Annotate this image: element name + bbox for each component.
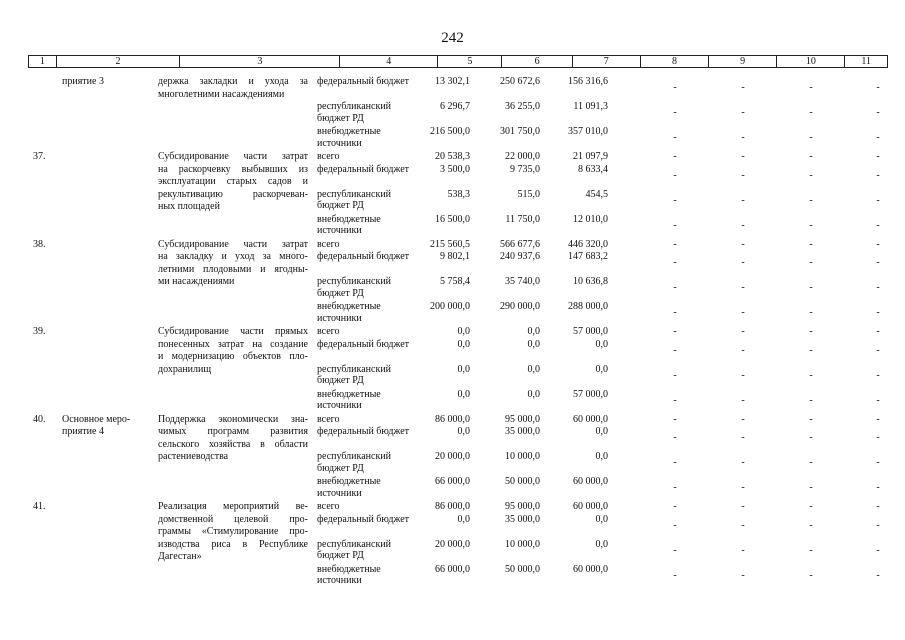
measure-description-line: эксплуатации старых садов и — [158, 176, 308, 187]
value-col-7: 57 000,0 — [573, 388, 608, 400]
value-col-11: - — [876, 132, 880, 143]
row-number: 37. — [33, 151, 46, 162]
value-col-10: - — [809, 369, 813, 381]
value-col-9: - — [741, 238, 745, 250]
value-col-10: - — [809, 132, 813, 143]
row-number: 41. — [33, 501, 46, 512]
value-col-6: 11 750,0 — [505, 213, 540, 225]
value-col-6: 250 672,6 — [500, 76, 540, 87]
column-header-row — [28, 55, 888, 68]
value-col-5: 0,0 — [457, 363, 470, 375]
funding-source: республиканский бюджет РД — [317, 451, 392, 474]
value-col-9: - — [741, 169, 745, 181]
value-col-9: - — [741, 282, 745, 293]
funding-source: федеральный бюджет — [317, 426, 410, 437]
value-col-6: 36 255,0 — [505, 101, 540, 112]
column-header-2: 2 — [56, 56, 180, 67]
measure-description-line: домственной целевой про- — [158, 513, 308, 525]
value-col-6: 515,0 — [517, 188, 540, 200]
page-number: 242 — [441, 30, 464, 46]
measure-name-line: Основное меро- — [62, 413, 131, 425]
value-col-8: - — [673, 394, 677, 406]
funding-source: федеральный бюджет — [317, 163, 410, 175]
value-col-9: - — [741, 307, 745, 318]
value-col-10: - — [809, 519, 813, 531]
value-col-7: 156 316,6 — [568, 76, 608, 87]
value-col-5: 538,3 — [447, 188, 470, 200]
value-col-11: - — [876, 194, 880, 206]
value-col-7: 8 633,4 — [578, 163, 608, 175]
value-col-6: 0,0 — [527, 363, 540, 375]
value-col-6: 240 937,6 — [500, 251, 540, 262]
measure-description-line: ных площадей — [158, 201, 220, 212]
column-header-1: 1 — [28, 56, 56, 67]
value-col-10: - — [809, 569, 813, 581]
table-row-group — [0, 414, 905, 502]
value-col-10: - — [809, 107, 813, 118]
row-number: 38. — [33, 238, 46, 250]
value-col-7: 288 000,0 — [568, 301, 608, 312]
value-col-8: - — [673, 457, 677, 468]
value-col-10: - — [809, 257, 813, 268]
value-col-5: 3 500,0 — [440, 163, 470, 175]
measure-description-line: и модернизацию объектов пло- — [158, 351, 308, 362]
funding-source: внебюджетные источники — [317, 213, 381, 236]
value-col-5: 66 000,0 — [435, 476, 470, 487]
value-col-7: 0,0 — [595, 513, 608, 525]
value-col-11: - — [876, 519, 880, 531]
funding-source: республиканский бюджет РД — [317, 276, 392, 299]
value-col-8: - — [673, 257, 677, 268]
value-col-8: - — [673, 169, 677, 181]
value-col-8: - — [673, 238, 677, 250]
value-col-9: - — [741, 344, 745, 356]
value-col-5: 5 758,4 — [440, 276, 470, 287]
value-col-11: - — [876, 432, 880, 443]
value-col-5: 86 000,0 — [435, 413, 470, 425]
value-col-5: 6 296,7 — [440, 101, 470, 112]
value-col-5: 0,0 — [457, 338, 470, 350]
funding-source: федеральный бюджет — [317, 338, 410, 350]
value-col-6: 50 000,0 — [505, 563, 540, 575]
value-col-6: 35 000,0 — [505, 513, 540, 525]
value-col-6: 35 000,0 — [505, 426, 540, 437]
value-col-6: 9 735,0 — [510, 163, 540, 175]
measure-description-line: Поддержка экономически зна- — [158, 413, 308, 425]
value-col-8: - — [673, 482, 677, 493]
value-col-6: 566 677,6 — [500, 238, 540, 250]
value-col-10: - — [809, 82, 813, 93]
measure-description — [158, 501, 308, 564]
value-col-11: - — [876, 238, 880, 250]
value-col-5: 20 538,3 — [435, 151, 470, 162]
table-row-group — [0, 76, 905, 151]
table-row — [0, 539, 905, 564]
funding-source: федеральный бюджет — [317, 76, 410, 87]
funding-source: всего — [317, 151, 340, 162]
column-header-5: 5 — [437, 56, 501, 67]
table-row — [0, 501, 905, 514]
value-col-5: 9 802,1 — [440, 251, 470, 262]
value-col-10: - — [809, 544, 813, 556]
column-header-10: 10 — [776, 56, 844, 67]
value-col-10: - — [809, 326, 813, 337]
column-header-9: 9 — [708, 56, 776, 67]
value-col-10: - — [809, 194, 813, 206]
value-col-11: - — [876, 482, 880, 493]
measure-description-line: растениеводства — [158, 451, 229, 462]
value-col-7: 60 000,0 — [573, 476, 608, 487]
table-row — [0, 239, 905, 252]
value-col-8: - — [673, 107, 677, 118]
column-header-3: 3 — [179, 56, 339, 67]
measure-description-line: изводства риса в Республике — [158, 538, 308, 550]
value-col-7: 0,0 — [595, 426, 608, 437]
measure-description — [158, 151, 308, 214]
value-col-8: - — [673, 501, 677, 512]
value-col-6: 0,0 — [527, 388, 540, 400]
value-col-5: 215 560,5 — [430, 238, 470, 250]
table-row-group — [0, 239, 905, 327]
funding-source: внебюджетные источники — [317, 301, 381, 324]
table-row — [0, 276, 905, 301]
table-row — [0, 326, 905, 339]
funding-source: федеральный бюджет — [317, 251, 410, 262]
value-col-10: - — [809, 482, 813, 493]
column-header-7: 7 — [572, 56, 640, 67]
table-row — [0, 301, 905, 326]
measure-description-line: на раскорчевку выбывших из — [158, 163, 308, 175]
value-col-6: 290 000,0 — [500, 301, 540, 312]
value-col-9: - — [741, 82, 745, 93]
measure-description — [158, 414, 308, 464]
table-row — [0, 214, 905, 239]
measure-description-line: чимых программ развития — [158, 426, 308, 437]
funding-source: внебюджетные источники — [317, 126, 381, 149]
value-col-11: - — [876, 544, 880, 556]
value-col-11: - — [876, 282, 880, 293]
value-col-10: - — [809, 413, 813, 425]
value-col-9: - — [741, 257, 745, 268]
value-col-7: 60 000,0 — [573, 563, 608, 575]
value-col-8: - — [673, 326, 677, 337]
value-col-11: - — [876, 344, 880, 356]
funding-source: внебюджетные источники — [317, 563, 381, 586]
value-col-10: - — [809, 282, 813, 293]
value-col-8: - — [673, 432, 677, 443]
measure-name-line: приятие 3 — [62, 76, 104, 87]
value-col-7: 446 320,0 — [568, 238, 608, 250]
value-col-9: - — [741, 544, 745, 556]
value-col-5: 16 500,0 — [435, 213, 470, 225]
column-header-6: 6 — [501, 56, 571, 67]
measure-description-line: Реализация мероприятий ве- — [158, 501, 308, 512]
value-col-11: - — [876, 394, 880, 406]
table-row — [0, 564, 905, 589]
measure-description-line: Дагестан» — [158, 551, 202, 562]
value-col-6: 22 000,0 — [505, 151, 540, 162]
measure-name-line: приятие 4 — [62, 426, 104, 437]
value-col-6: 301 750,0 — [500, 126, 540, 137]
value-col-7: 0,0 — [595, 538, 608, 550]
row-number: 39. — [33, 326, 46, 337]
value-col-8: - — [673, 544, 677, 556]
measure-description-line: на закладку и уход за много- — [158, 251, 308, 262]
measure-description-line: сельского хозяйства в области — [158, 438, 308, 450]
table-row — [0, 126, 905, 151]
value-col-8: - — [673, 569, 677, 581]
value-col-6: 0,0 — [527, 338, 540, 350]
value-col-8: - — [673, 369, 677, 381]
value-col-8: - — [673, 219, 677, 231]
value-col-7: 60 000,0 — [573, 501, 608, 512]
funding-source: внебюджетные источники — [317, 388, 381, 411]
table-row — [0, 151, 905, 164]
value-col-11: - — [876, 82, 880, 93]
value-col-7: 0,0 — [595, 338, 608, 350]
value-col-9: - — [741, 569, 745, 581]
funding-source: республиканский бюджет РД — [317, 538, 392, 561]
value-col-11: - — [876, 569, 880, 581]
funding-source: республиканский бюджет РД — [317, 188, 392, 211]
measure-description — [158, 239, 308, 289]
value-col-10: - — [809, 238, 813, 250]
table-row — [0, 514, 905, 539]
table-row — [0, 389, 905, 414]
value-col-9: - — [741, 151, 745, 162]
value-col-7: 357 010,0 — [568, 126, 608, 137]
value-col-5: 13 302,1 — [435, 76, 470, 87]
value-col-9: - — [741, 519, 745, 531]
value-col-8: - — [673, 413, 677, 425]
measure-description-line: многолетними насаждениями — [158, 88, 285, 100]
value-col-10: - — [809, 394, 813, 406]
value-col-5: 0,0 — [457, 426, 470, 437]
table-row — [0, 101, 905, 126]
table-row-group — [0, 151, 905, 239]
value-col-9: - — [741, 107, 745, 118]
value-col-7: 11 091,3 — [573, 101, 608, 112]
measure-description-line: ми насаждениями — [158, 276, 235, 287]
value-col-11: - — [876, 107, 880, 118]
value-col-11: - — [876, 326, 880, 337]
table-row — [0, 164, 905, 189]
value-col-5: 200 000,0 — [430, 301, 470, 312]
value-col-11: - — [876, 413, 880, 425]
measure-name — [62, 76, 150, 89]
table-row — [0, 251, 905, 276]
value-col-7: 12 010,0 — [573, 213, 608, 225]
value-col-11: - — [876, 501, 880, 512]
measure-description-line: рекультивацию раскорчеван- — [158, 188, 308, 200]
measure-description-line: понесенных затрат на создание — [158, 338, 308, 350]
value-col-7: 10 636,8 — [573, 276, 608, 287]
value-col-9: - — [741, 132, 745, 143]
value-col-8: - — [673, 151, 677, 162]
measure-description — [158, 76, 308, 101]
value-col-6: 0,0 — [527, 326, 540, 337]
value-col-11: - — [876, 151, 880, 162]
value-col-9: - — [741, 413, 745, 425]
value-col-8: - — [673, 82, 677, 93]
value-col-9: - — [741, 326, 745, 337]
value-col-10: - — [809, 432, 813, 443]
value-col-7: 147 683,2 — [568, 251, 608, 262]
measure-description-line: Субсидирование части затрат — [158, 151, 308, 162]
value-col-10: - — [809, 169, 813, 181]
value-col-11: - — [876, 369, 880, 381]
value-col-11: - — [876, 169, 880, 181]
row-number: 40. — [33, 413, 46, 425]
table-row — [0, 339, 905, 364]
value-col-9: - — [741, 369, 745, 381]
funding-source: всего — [317, 326, 340, 337]
measure-description-line: граммы «Стимулирование про- — [158, 526, 308, 537]
value-col-9: - — [741, 432, 745, 443]
table-row — [0, 364, 905, 389]
table-body — [0, 76, 905, 589]
value-col-9: - — [741, 482, 745, 493]
measure-description-line: дохранилищ — [158, 363, 212, 375]
value-col-6: 35 740,0 — [505, 276, 540, 287]
value-col-5: 86 000,0 — [435, 501, 470, 512]
value-col-5: 20 000,0 — [435, 538, 470, 550]
value-col-6: 10 000,0 — [505, 538, 540, 550]
funding-source: республиканский бюджет РД — [317, 101, 392, 124]
value-col-8: - — [673, 344, 677, 356]
table-row-group — [0, 326, 905, 414]
value-col-9: - — [741, 501, 745, 512]
table-row — [0, 476, 905, 501]
value-col-10: - — [809, 219, 813, 231]
value-col-8: - — [673, 194, 677, 206]
value-col-7: 0,0 — [595, 451, 608, 462]
value-col-6: 95 000,0 — [505, 501, 540, 512]
measure-description-line: Субсидирование части прямых — [158, 326, 308, 337]
value-col-6: 95 000,0 — [505, 413, 540, 425]
value-col-7: 60 000,0 — [573, 413, 608, 425]
funding-source: всего — [317, 413, 340, 425]
value-col-7: 57 000,0 — [573, 326, 608, 337]
value-col-10: - — [809, 501, 813, 512]
value-col-7: 0,0 — [595, 363, 608, 375]
value-col-6: 10 000,0 — [505, 451, 540, 462]
funding-source: федеральный бюджет — [317, 513, 410, 525]
value-col-11: - — [876, 219, 880, 231]
value-col-9: - — [741, 194, 745, 206]
value-col-10: - — [809, 344, 813, 356]
value-col-8: - — [673, 519, 677, 531]
value-col-5: 0,0 — [457, 513, 470, 525]
measure-description-line: держка закладки и ухода за — [158, 76, 308, 87]
value-col-11: - — [876, 307, 880, 318]
value-col-11: - — [876, 457, 880, 468]
value-col-9: - — [741, 219, 745, 231]
value-col-8: - — [673, 282, 677, 293]
table-row-group — [0, 501, 905, 589]
value-col-9: - — [741, 394, 745, 406]
column-header-4: 4 — [339, 56, 437, 67]
funding-source: внебюджетные источники — [317, 476, 381, 499]
value-col-7: 454,5 — [585, 188, 608, 200]
value-col-5: 216 500,0 — [430, 126, 470, 137]
measure-description — [158, 326, 308, 376]
table-row — [0, 451, 905, 476]
funding-source: республиканский бюджет РД — [317, 363, 392, 386]
measure-description-line: летними плодовыми и ягодны- — [158, 263, 308, 275]
funding-source: всего — [317, 501, 340, 512]
value-col-8: - — [673, 307, 677, 318]
measure-name — [62, 414, 150, 439]
value-col-5: 0,0 — [457, 388, 470, 400]
value-col-9: - — [741, 457, 745, 468]
table-row — [0, 189, 905, 214]
value-col-11: - — [876, 257, 880, 268]
value-col-10: - — [809, 151, 813, 162]
value-col-5: 66 000,0 — [435, 563, 470, 575]
value-col-10: - — [809, 457, 813, 468]
value-col-6: 50 000,0 — [505, 476, 540, 487]
measure-description-line: Субсидирование части затрат — [158, 238, 308, 250]
value-col-5: 0,0 — [457, 326, 470, 337]
value-col-5: 20 000,0 — [435, 451, 470, 462]
column-header-11: 11 — [844, 56, 888, 67]
value-col-10: - — [809, 307, 813, 318]
column-header-8: 8 — [640, 56, 708, 67]
value-col-7: 21 097,9 — [573, 151, 608, 162]
value-col-8: - — [673, 132, 677, 143]
funding-source: всего — [317, 238, 340, 250]
